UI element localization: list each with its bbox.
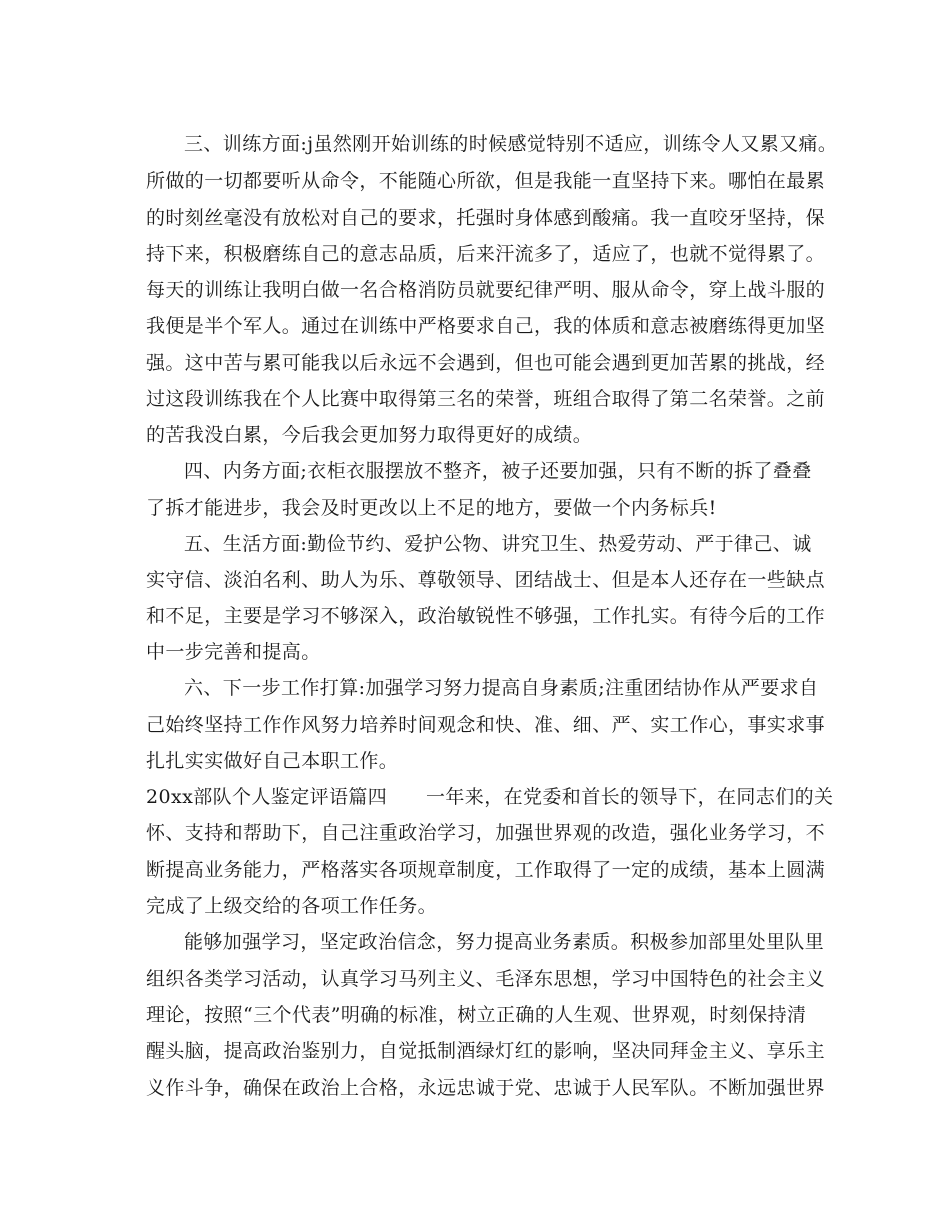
- text-line: 我便是半个军人。通过在训练中严格要求自己，我的体质和意志被磨练得更加坚: [146, 315, 826, 337]
- text-line: 强。这中苦与累可能我以后永远不会遇到，但也可能会遇到更加苦累的挑战，经: [146, 352, 826, 374]
- text-line: 实守信、淡泊名利、助人为乐、尊敬领导、团结战士、但是本人还存在一些缺点: [146, 569, 826, 591]
- text-line: 的苦我没白累，今后我会更加努力取得更好的成绩。: [146, 424, 593, 446]
- text-line: 了拆才能进步，我会及时更改以上不足的地方，要做一个内务标兵!: [146, 497, 717, 519]
- text-line: 义作斗争，确保在政治上合格，永远忠诚于党、忠诚于人民军队。不断加强世界: [146, 1077, 826, 1099]
- text-line: 持下来，积极磨练自己的意志品质，后来汗流多了，适应了，也就不觉得累了。: [146, 243, 826, 265]
- text-line: 所做的一切都要听从命令，不能随心所欲，但是我能一直坚持下来。哪怕在最累: [146, 170, 826, 192]
- text-line: 醒头脑，提高政治鉴别力，自觉抵制酒绿灯红的影响，坚决同拜金主义、享乐主: [146, 1040, 826, 1062]
- text-line: 完成了上级交给的各项工作任务。: [146, 895, 438, 917]
- text-line: 三、训练方面:j虽然刚开始训练的时候感觉特别不适应，训练令人又累又痛。: [184, 133, 838, 155]
- text-line: 20xx部队个人鉴定评语篇四 一年来，在党委和首长的领导下，在同志们的关: [146, 786, 834, 808]
- text-line: 每天的训练让我明白做一名合格消防员就要纪律严明、服从命令，穿上战斗服的: [146, 279, 826, 301]
- text-line: 五、生活方面:勤俭节约、爱护公物、讲究卫生、热爱劳动、严于律己、诚: [184, 533, 812, 555]
- text-line: 四、内务方面;衣柜衣服摆放不整齐，被子还要加强，只有不断的拆了叠叠: [184, 460, 812, 482]
- text-line: 扎扎实实做好自己本职工作。: [146, 750, 399, 772]
- text-line: 己始终坚持工作作风努力培养时间观念和快、准、细、严、实工作心，事实求事: [146, 714, 826, 736]
- text-line: 能够加强学习，坚定政治信念，努力提高业务素质。积极参加部里处里队里: [184, 931, 825, 953]
- text-line: 理论，按照“三个代表”明确的标准，树立正确的人生观、世界观，时刻保持清: [146, 1004, 807, 1026]
- text-line: 组织各类学习活动，认真学习马列主义、毛泽东思想，学习中国特色的社会主义: [146, 968, 826, 990]
- text-line: 过这段训练我在个人比赛中取得第三名的荣誉，班组合取得了第二名荣誉。之前: [146, 388, 826, 410]
- text-line: 和不足，主要是学习不够深入，政治敏锐性不够强，工作扎实。有待今后的工作: [146, 605, 826, 627]
- text-line: 断提高业务能力，严格落实各项规章制度，工作取得了一定的成绩，基本上圆满: [146, 859, 826, 881]
- text-line: 的时刻丝毫没有放松对自己的要求，托强时身体感到酸痛。我一直咬牙坚持，保: [146, 207, 826, 229]
- text-line: 六、下一步工作打算:加强学习努力提高自身素质;注重团结协作从严要求自: [184, 677, 819, 699]
- text-line: 怀、支持和帮助下，自己注重政治学习，加强世界观的改造，强化业务学习，不: [146, 822, 826, 844]
- text-line: 中一步完善和提高。: [146, 641, 321, 663]
